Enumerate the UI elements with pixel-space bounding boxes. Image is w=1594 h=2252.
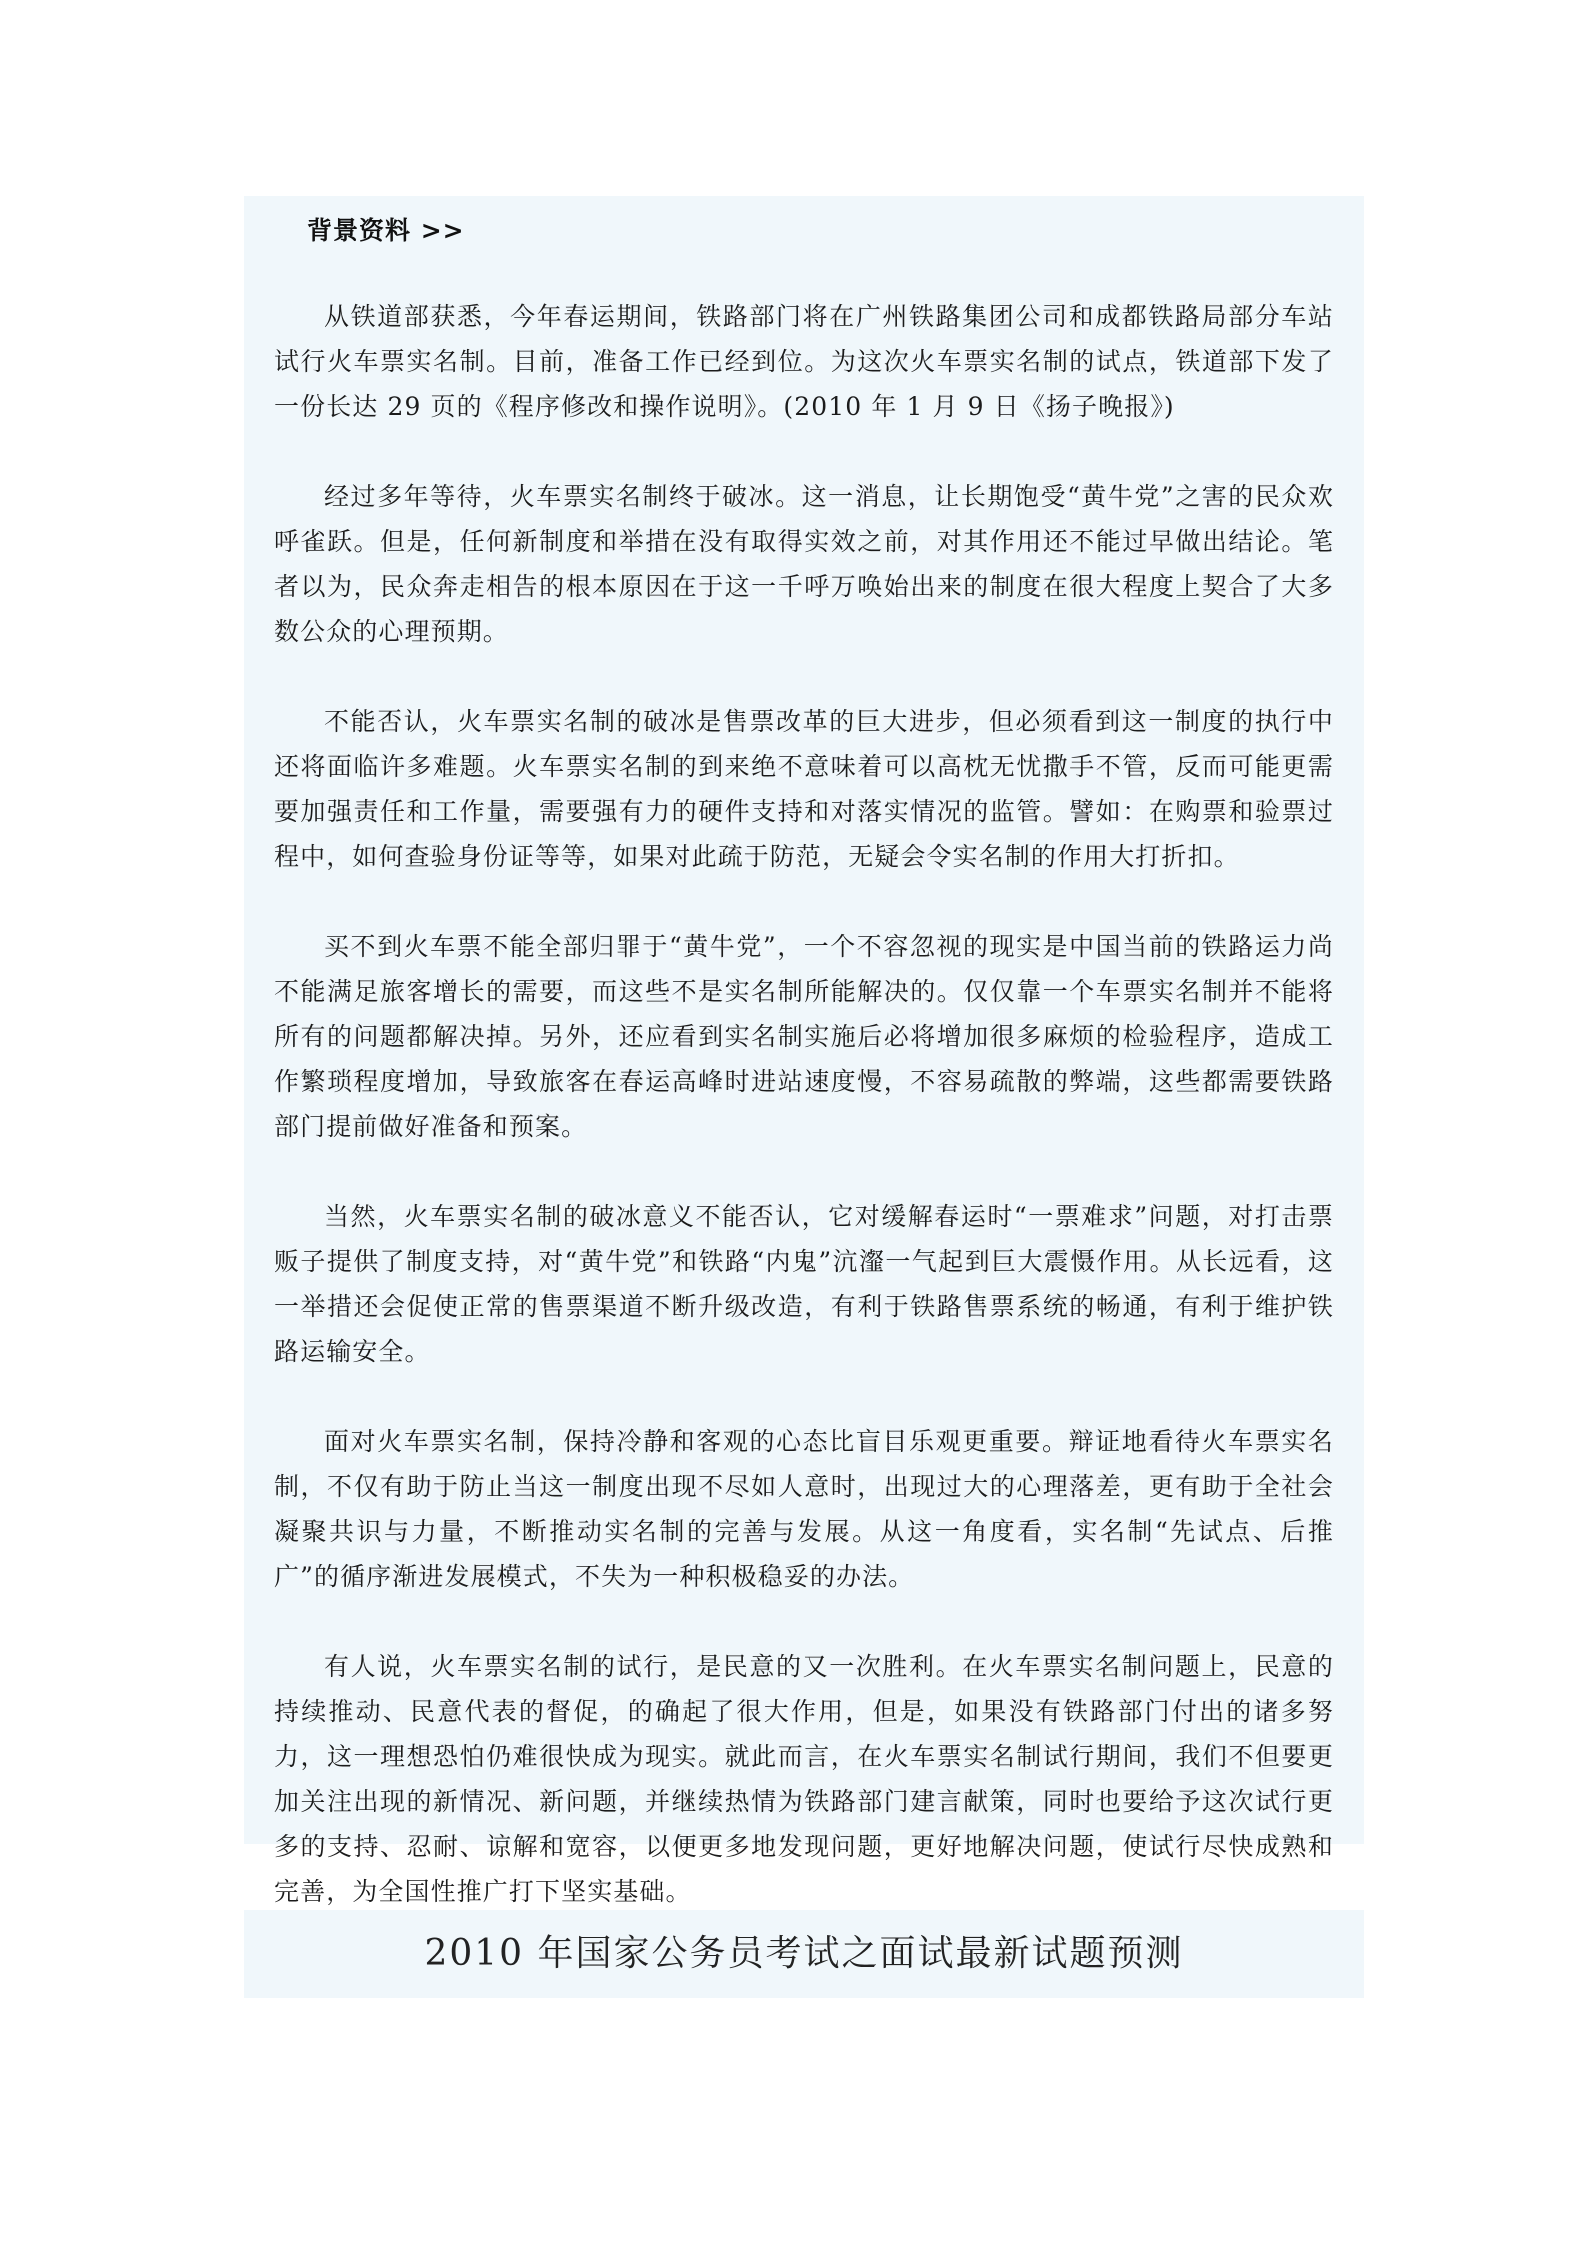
section-heading: 背景资料 >> <box>307 216 465 245</box>
article-section <box>244 196 1364 1906</box>
paragraph-3: 不能否认，火车票实名制的破冰是售票改革的巨大进步，但必须看到这一制度的执行中还将面临许多难题。火车票实名制的到来绝不意味着可以高枕无忧撒手不管，反而可能更需要加强责任和工作量，需要强有力的硬件支持和对落实情况的监管。譬如：在购票和验票过程中，如何查验身份证等等，如果对此疏于防范，无疑会令实名制的作用大打折扣。 <box>274 707 1334 871</box>
next-article-title: 2010 年国家公务员考试之面试最新试题预测 <box>424 1933 1184 1974</box>
paragraph-6: 面对火车票实名制，保持冷静和客观的心态比盲目乐观更重要。辩证地看待火车票实名制，不仅有助于防止当这一制度出现不尽如人意时，出现过大的心理落差，更有助于全社会凝聚共识与力量，不断推动实名制的完善与发展。从这一角度看，实名制“先试点、后推广”的循序渐进发展模式，不失为一种积极稳妥的办法。 <box>274 1427 1334 1591</box>
next-article-title-block <box>244 1910 1364 1998</box>
paragraph-4: 买不到火车票不能全部归罪于“黄牛党”，一个不容忽视的现实是中国当前的铁路运力尚不能满足旅客增长的需要，而这些不是实名制所能解决的。仅仅靠一个车票实名制并不能将所有的问题都解决掉。另外，还应看到实名制实施后必将增加很多麻烦的检验程序，造成工作繁琐程度增加，导致旅客在春运高峰时进站速度慢，不容易疏散的弊端，这些都需要铁路部门提前做好准备和预案。 <box>274 932 1334 1141</box>
paragraph-5: 当然，火车票实名制的破冰意义不能否认，它对缓解春运时“一票难求”问题，对打击票贩子提供了制度支持，对“黄牛党”和铁路“内鬼”沆瀣一气起到巨大震慑作用。从长远看，这一举措还会促使正常的售票渠道不断升级改造，有利于铁路售票系统的畅通，有利于维护铁路运输安全。 <box>274 1202 1334 1366</box>
paragraph-2: 经过多年等待，火车票实名制终于破冰。这一消息，让长期饱受“黄牛党”之害的民众欢呼雀跃。但是，任何新制度和举措在没有取得实效之前，对其作用还不能过早做出结论。笔者以为，民众奔走相告的根本原因在于这一千呼万唤始出来的制度在很大程度上契合了大多数公众的心理预期。 <box>274 482 1334 646</box>
paragraph-7: 有人说，火车票实名制的试行，是民意的又一次胜利。在火车票实名制问题上，民意的持续推动、民意代表的督促，的确起了很大作用，但是，如果没有铁路部门付出的诸多努力，这一理想恐怕仍难很快成为现实。就此而言，在火车票实名制试行期间，我们不但要更加关注出现的新情况、新问题，并继续热情为铁路部门建言献策，同时也要给予这次试行更多的支持、忍耐、谅解和宽容，以便更多地发现问题，更好地解决问题，使试行尽快成熟和完善，为全国性推广打下坚实基础。 <box>274 1652 1334 1906</box>
paragraph-1: 从铁道部获悉，今年春运期间，铁路部门将在广州铁路集团公司和成都铁路局部分车站试行火车票实名制。目前，准备工作已经到位。为这次火车票实名制的试点，铁道部下发了一份长达 29 页的《程序修改和操作说明》。(2010 年 1 月 9 日《扬子晚报》) <box>274 302 1334 421</box>
